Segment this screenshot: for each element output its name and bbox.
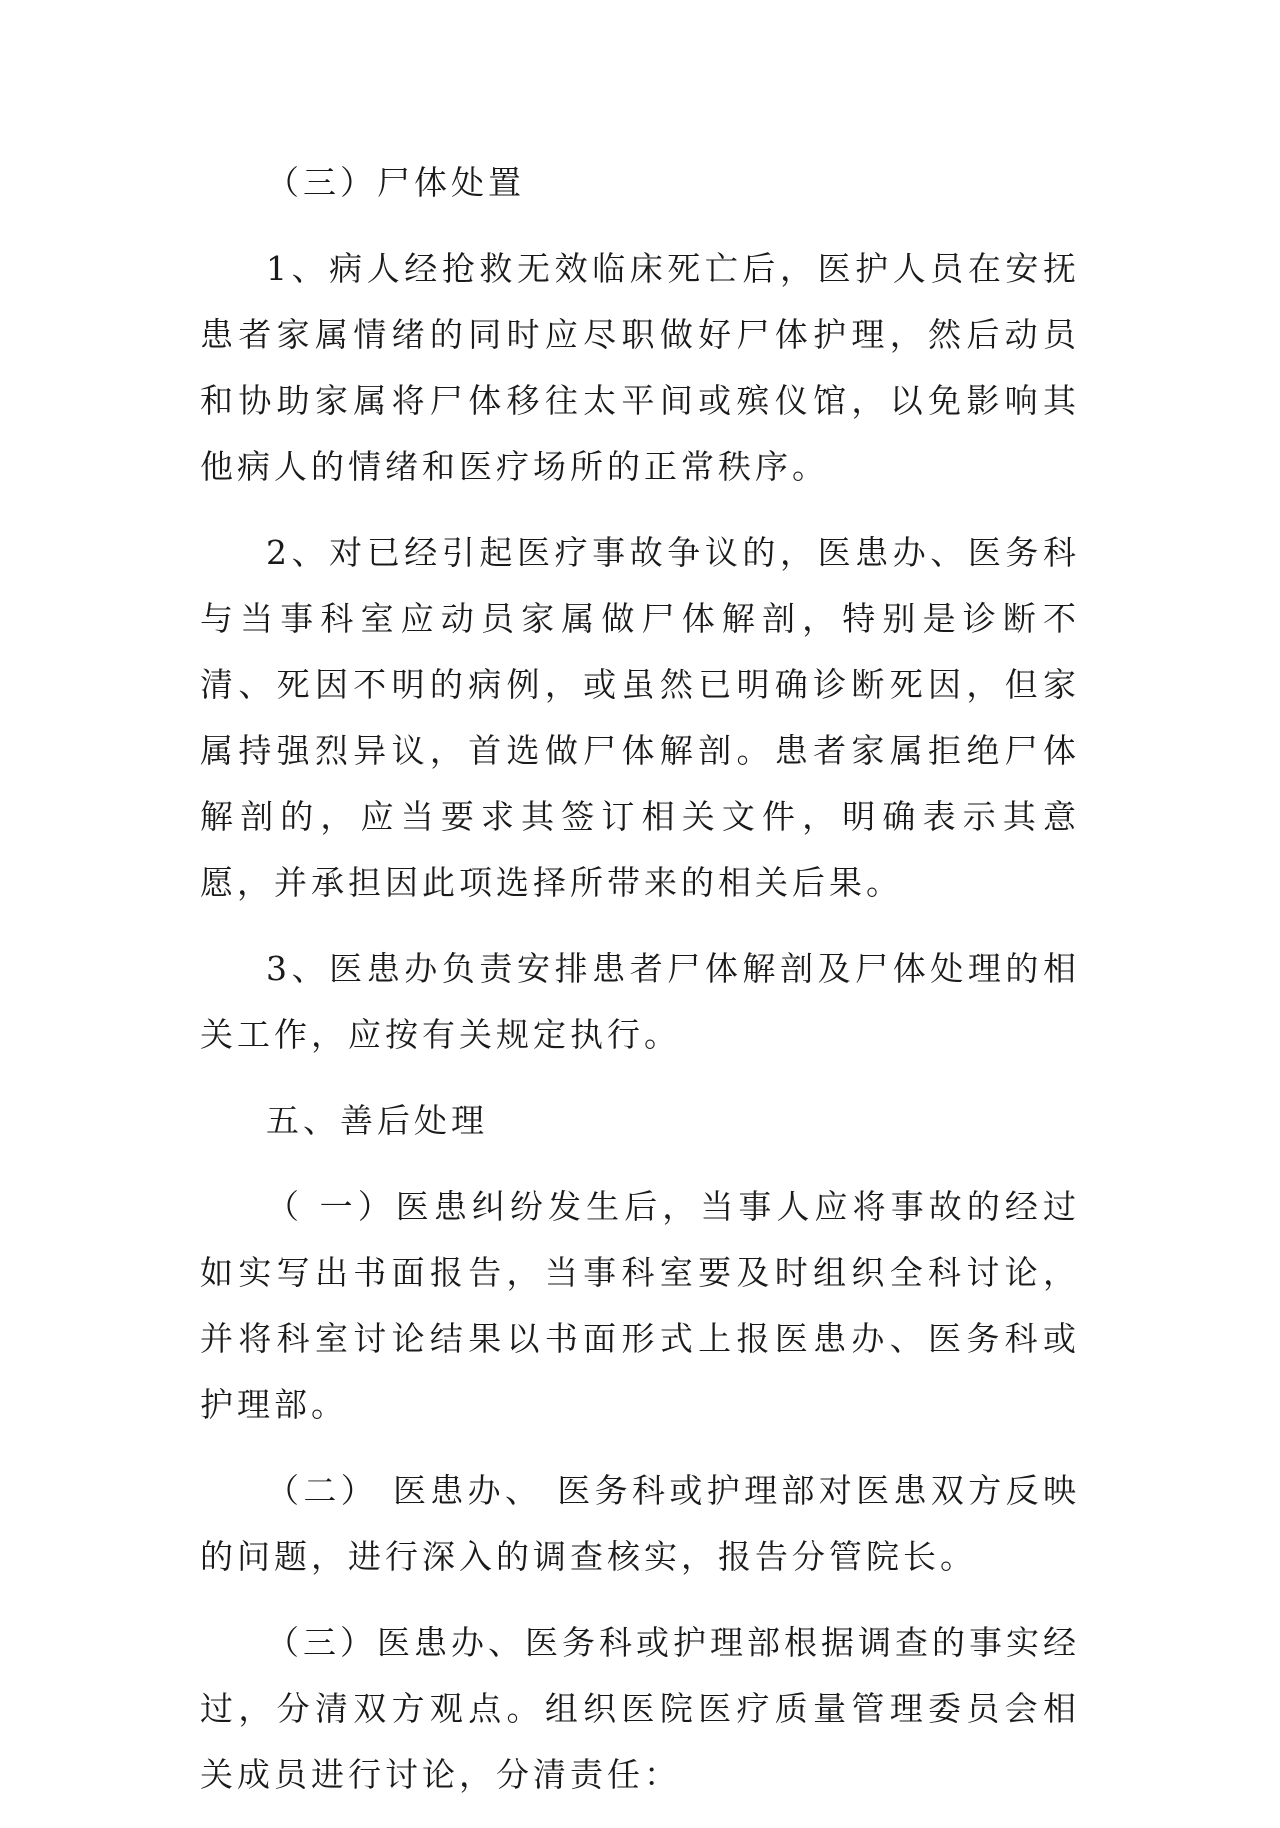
paragraph-aftermath-3: （三）医患办、医务科或护理部根据调查的事实经过，分清双方观点。组织医院医疗质量管理委员会相关成员进行讨论，分清责任：	[200, 1623, 1080, 1794]
document-page	[200, 150, 1080, 1828]
section-heading-corpse-handling: （三）尸体处置	[266, 163, 525, 202]
section-heading-aftermath: 五、善后处理	[266, 1101, 488, 1140]
paragraph-item-1: 1、病人经抢救无效临床死亡后，医护人员在安抚患者家属情绪的同时应尽职做好尸体护理，然后动员和协助家属将尸体移往太平间或殡仪馆，以免影响其他病人的情绪和医疗场所的正常秩序。	[200, 249, 1080, 486]
paragraph-item-2: 2、对已经引起医疗事故争议的，医患办、医务科与当事科室应动员家属做尸体解剖，特别是诊断不清、死因不明的病例，或虽然已明确诊断死因，但家属持强烈异议，首选做尸体解剖。患者家属拒绝尸体解剖的，应当要求其签订相关文件，明确表示其意愿，并承担因此项选择所带来的相关后果。	[200, 533, 1080, 902]
paragraph-aftermath-2: （二） 医患办、 医务科或护理部对医患双方反映的问题，进行深入的调查核实，报告分管院长。	[200, 1471, 1080, 1576]
paragraph-aftermath-1: （ 一）医患纠纷发生后，当事人应将事故的经过如实写出书面报告，当事科室要及时组织全科讨论，并将科室讨论结果以书面形式上报医患办、医务科或护理部。	[200, 1187, 1080, 1424]
paragraph-item-3: 3、医患办负责安排患者尸体解剖及尸体处理的相关工作，应按有关规定执行。	[200, 949, 1080, 1054]
